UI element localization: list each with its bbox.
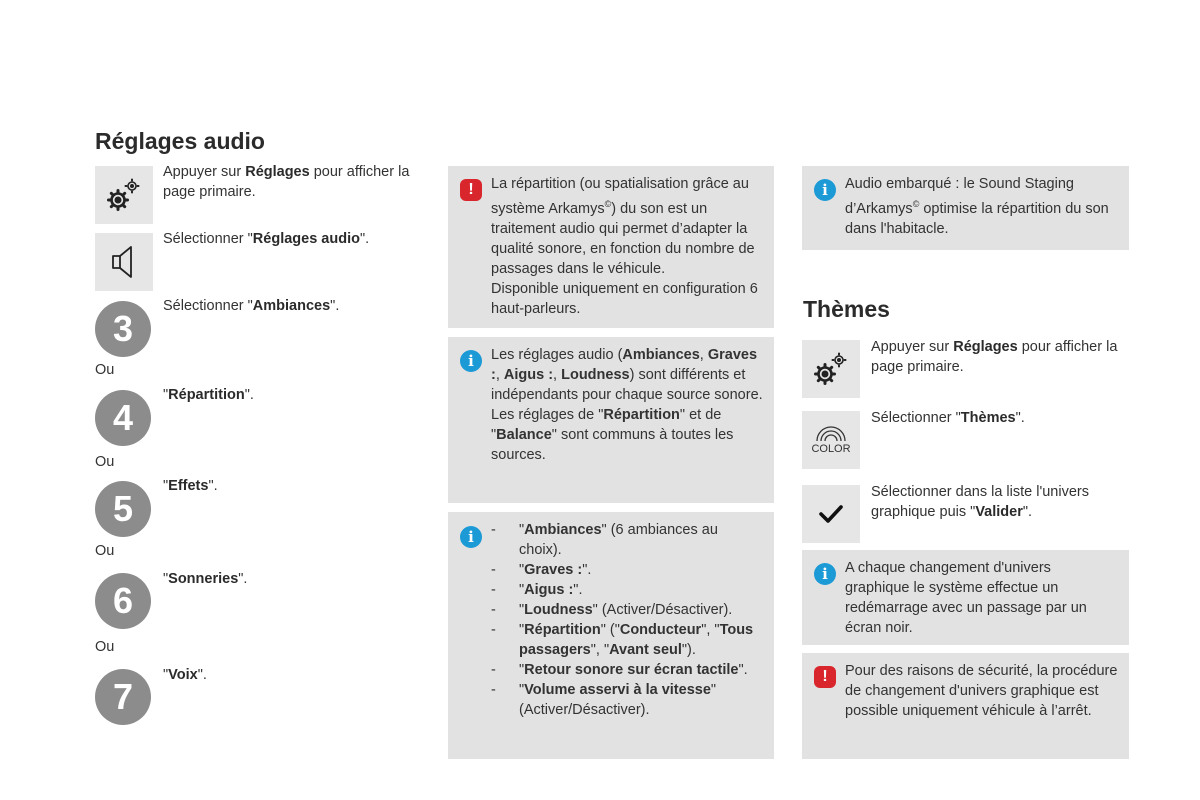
color-label: COLOR (811, 442, 851, 455)
step-number-6: 6 (95, 573, 151, 629)
settings-list (491, 520, 764, 720)
warning-icon: ! (814, 666, 836, 688)
info-icon: i (460, 526, 482, 548)
info-note-text: Audio embarqué : le Sound Staging d’Arkamys© optimise la répartition du son dans l'habitacle. (845, 176, 1109, 237)
or-label: Ou (95, 543, 115, 559)
info-note-list (448, 512, 774, 759)
warning-note-text: La répartition (ou spatialisation grâce au système Arkamys©) du son est un traitement audio qui permet d’adapter la qualité sonore, en fonction du nombre de passages dans le véhicule. Disponible uniquement en configuration 6 haut-parleurs. (491, 176, 758, 317)
gears-icon (811, 349, 851, 389)
step-1-text: Appuyer sur Réglages pour afficher la page primaire. (163, 164, 410, 200)
warning-icon: ! (460, 179, 482, 201)
list-item: - "Graves :". (491, 560, 764, 580)
section-title-audio: Réglages audio (95, 128, 265, 154)
info-icon: i (814, 179, 836, 201)
step-number-3: 3 (95, 301, 151, 357)
color-icon (811, 426, 850, 455)
list-item: - "Répartition" ("Conducteur", "Tous passagers", "Avant seul"). (491, 620, 764, 660)
step-number-7: 7 (95, 669, 151, 725)
audio-icon-box (95, 233, 153, 291)
or-label: Ou (95, 639, 115, 655)
list-item: - "Ambiances" (6 ambiances au choix). (491, 520, 764, 560)
warning-note-safety (802, 653, 1129, 759)
gears-icon (104, 175, 144, 215)
step-4-text: "Répartition". (163, 387, 254, 403)
theme-step-1-text: Appuyer sur Réglages pour afficher la page primaire. (871, 339, 1118, 375)
color-icon-box (802, 411, 860, 469)
step-7-text: "Voix". (163, 667, 207, 683)
info-note-theme (802, 550, 1129, 645)
theme-step-2-text: Sélectionner "Thèmes". (871, 410, 1025, 426)
list-item: - "Retour sonore sur écran tactile". (491, 660, 764, 680)
step-3-text: Sélectionner "Ambiances". (163, 298, 340, 314)
info-icon: i (460, 350, 482, 372)
info-note-settings (448, 337, 774, 503)
warning-note-text: Pour des raisons de sécurité, la procédure de changement d'univers graphique est possible uniquement véhicule à l’arrêt. (845, 663, 1118, 719)
info-note-text: Les réglages audio (Ambiances, Graves :, Aigus :, Loudness) sont différents et indépendants pour chaque source sonore. Les réglages de "Répartition" et de "Balance" sont communs à toutes les sources. (491, 347, 763, 463)
info-note-arkamys (802, 166, 1129, 250)
section-title-themes: Thèmes (803, 296, 890, 322)
theme-step-3-text: Sélectionner dans la liste l'univers graphique puis "Valider". (871, 484, 1089, 520)
or-label: Ou (95, 454, 115, 470)
list-item: - "Aigus :". (491, 580, 764, 600)
or-label: Ou (95, 362, 115, 378)
settings-icon-box (802, 340, 860, 398)
checkmark-icon (818, 503, 844, 525)
warning-note-repartition (448, 166, 774, 328)
info-icon: i (814, 563, 836, 585)
list-item: - "Loudness" (Activer/Désactiver). (491, 600, 764, 620)
step-5-text: "Effets". (163, 478, 218, 494)
step-2-text: Sélectionner "Réglages audio". (163, 231, 370, 247)
step-6-text: "Sonneries". (163, 571, 248, 587)
step-number-5: 5 (95, 481, 151, 537)
settings-icon-box (95, 166, 153, 224)
list-item: - "Volume asservi à la vitesse" (Activer/Désactiver). (491, 680, 764, 720)
info-note-text: A chaque changement d'univers graphique le système effectue un redémarrage avec un passage par un écran noir. (845, 560, 1087, 636)
step-number-4: 4 (95, 390, 151, 446)
validate-icon-box (802, 485, 860, 543)
speaker-icon (109, 244, 139, 280)
